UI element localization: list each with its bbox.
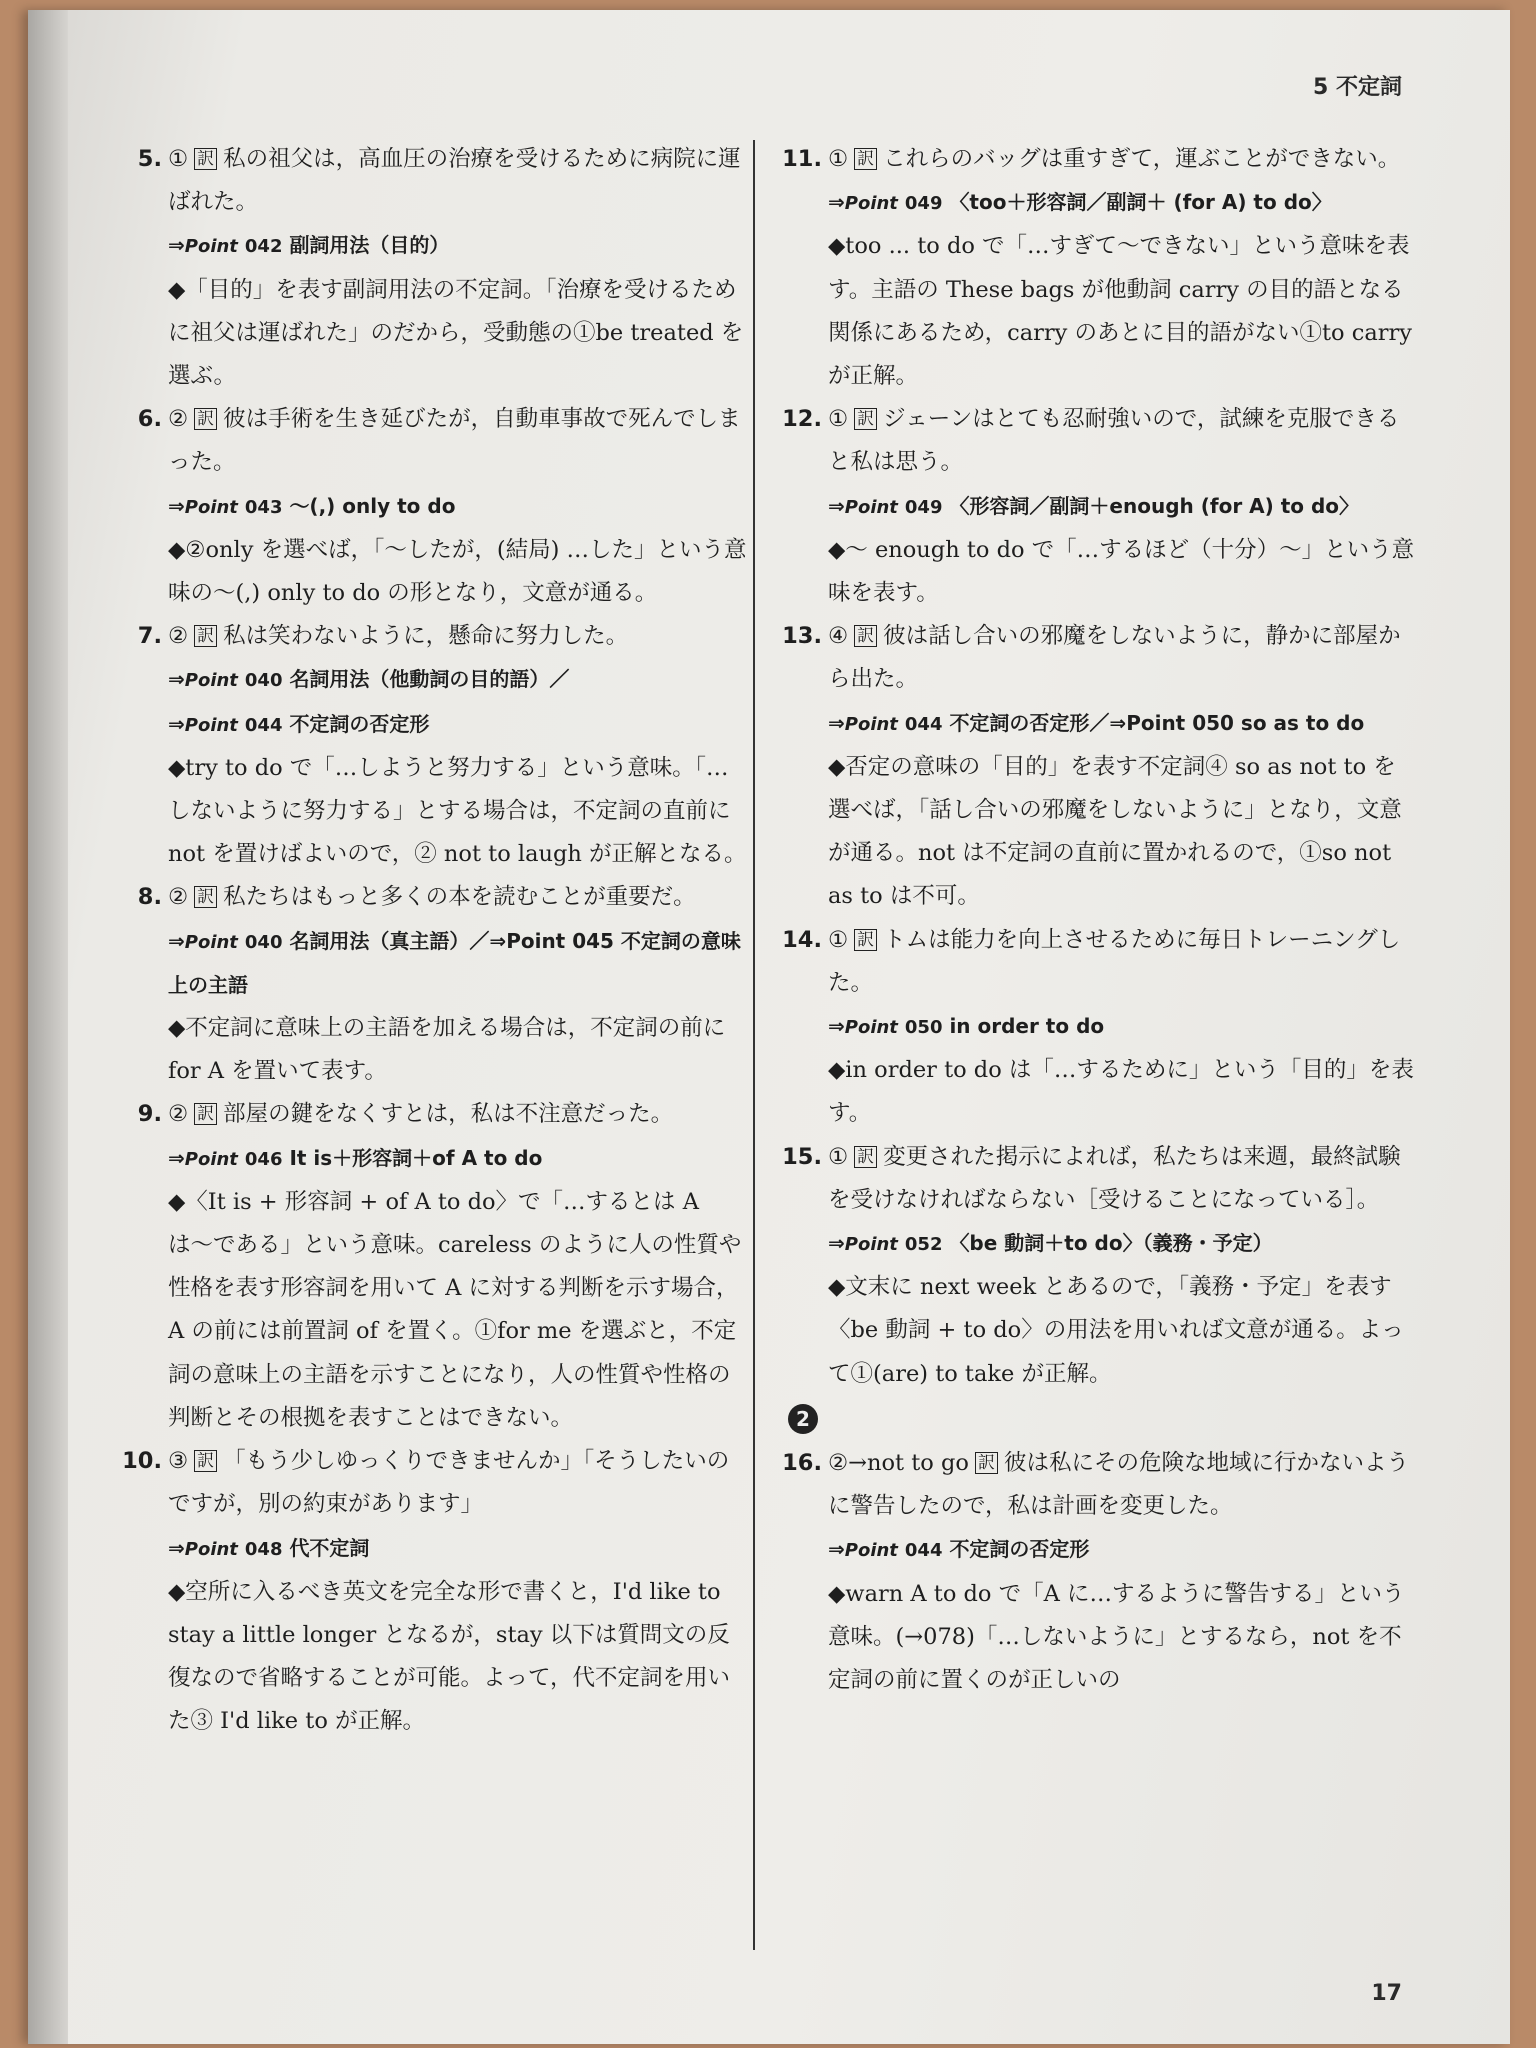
- answer-choice: ③: [168, 1448, 189, 1475]
- point-number: 042: [244, 236, 283, 258]
- point-label: 〜(,) only to do: [289, 493, 456, 518]
- question-number: 13.: [782, 623, 822, 650]
- answer-entry: [128, 615, 748, 876]
- page-number: 17: [1371, 1981, 1402, 2006]
- question-line: [828, 1442, 1418, 1528]
- grammar-point-ref: [168, 703, 748, 747]
- question-line: [168, 1093, 748, 1136]
- point-number: 044: [904, 1540, 943, 1562]
- answer-entry: [782, 138, 1418, 398]
- point-number: 046: [244, 1148, 283, 1170]
- point-word: Point: [844, 1234, 898, 1256]
- translation-label-icon: 訳: [194, 625, 217, 647]
- answer-entry: [122, 1440, 748, 1743]
- explanation-text: ◆〜 enough to do で「…するほど（十分）〜」という意味を表す。: [828, 536, 1415, 607]
- question-number: 12.: [782, 406, 822, 433]
- translation-text: 彼は話し合いの邪魔をしないように，静かに部屋から出た。: [828, 623, 1401, 693]
- grammar-point-ref: [168, 658, 748, 702]
- arrow-icon: ⇒: [168, 233, 185, 258]
- explanation-text: ◆不定詞に意味上の主語を加える場合は，不定詞の前に for A を置いて表す。: [168, 1015, 726, 1085]
- grammar-point-ref: [168, 920, 748, 1007]
- grammar-point-ref: [168, 1527, 748, 1571]
- grammar-point-ref: [168, 224, 748, 268]
- arrow-icon: ⇒: [168, 711, 185, 736]
- question-line: [828, 138, 1418, 181]
- point-number: 040: [244, 670, 283, 692]
- point-number: 049: [904, 193, 943, 215]
- point-number: 040: [244, 931, 283, 953]
- question-line: [168, 138, 748, 224]
- point-number: 048: [244, 1538, 283, 1560]
- point-number: 043: [244, 496, 283, 518]
- answer-entry: [782, 1136, 1418, 1396]
- translation-text: 彼は手術を生き延びたが，自動車事故で死んでしまった。: [168, 406, 741, 476]
- left-column: [122, 138, 748, 1744]
- translation-text: 部屋の鍵をなくすとは，私は不注意だった。: [223, 1101, 674, 1128]
- answer-choice: ④: [828, 623, 849, 650]
- translation-text: 彼は私にその危険な地域に行かないように警告したので，私は計画を変更した。: [828, 1449, 1409, 1520]
- question-number: 15.: [782, 1143, 822, 1170]
- translation-label-icon: 訳: [194, 886, 217, 908]
- point-word: Point: [184, 670, 238, 692]
- translation-text: これらのバッグは重すぎて，運ぶことができない。: [883, 146, 1401, 172]
- point-word: Point: [184, 236, 238, 258]
- point-word: Point: [184, 714, 238, 736]
- answer-choice: ①: [168, 146, 189, 172]
- question-number: 10.: [122, 1448, 162, 1475]
- answer-entry: [782, 1442, 1418, 1702]
- point-label: 〈be 動詞＋to do〉（義務・予定）: [949, 1231, 1273, 1256]
- grammar-point-ref: [828, 702, 1418, 746]
- arrow-icon: ⇒: [828, 710, 845, 735]
- translation-label-icon: 訳: [975, 1452, 998, 1474]
- point-label: 不定詞の否定形: [949, 1537, 1090, 1562]
- explanation-text: ◆「目的」を表す副詞用法の不定詞。「治療を受けるために祖父は運ばれた」のだから，受動態の①be treated を選ぶ。: [168, 276, 744, 390]
- grammar-point-ref: [828, 1528, 1418, 1572]
- translation-label-icon: 訳: [194, 408, 217, 430]
- point-label: 名詞用法（他動詞の目的語）／: [289, 667, 570, 692]
- point-number: 052: [904, 1234, 943, 1256]
- question-line: [828, 919, 1418, 1005]
- explanation-text: ◆in order to do は「…するために」という「目的」を表す。: [828, 1057, 1414, 1127]
- point-label: in order to do: [949, 1014, 1105, 1039]
- answer-choice: ①: [828, 406, 849, 433]
- explanation-text: ◆否定の意味の「目的」を表す不定詞④ so as not to を選べば，「話し合いの邪魔をしないように」となり，文意が通る。not は不定詞の直前に置かれるので，①so not as to は不可。: [828, 753, 1402, 910]
- arrow-icon: ⇒: [828, 1231, 845, 1256]
- translation-label-icon: 訳: [194, 148, 217, 170]
- point-number: 050: [904, 1017, 943, 1039]
- question-line: [168, 876, 748, 919]
- explanation-text: ◆空所に入るべき英文を完全な形で書くと，I'd like to stay a little longer となるが，stay 以下は質問文の反復なので省略することが可能。よって，代不定詞を用いた③ I'd like to が正解。: [168, 1578, 731, 1735]
- answer-choice: ①: [828, 1143, 849, 1170]
- arrow-icon: ⇒: [168, 493, 185, 518]
- answer-entry: [128, 1093, 748, 1440]
- question-number: 11.: [782, 146, 822, 172]
- point-label: 不定詞の否定形／⇒Point 050 so as to do: [949, 710, 1365, 735]
- translation-label-icon: 訳: [854, 929, 877, 951]
- point-number: 044: [244, 714, 283, 736]
- translation-label-icon: 訳: [854, 1146, 877, 1168]
- point-number: 044: [904, 713, 943, 735]
- question-line: [168, 1440, 748, 1526]
- point-word: Point: [184, 496, 238, 518]
- answer-choice: ②→not to go: [828, 1449, 969, 1476]
- grammar-point-ref: [828, 1222, 1418, 1266]
- grammar-point-ref: [168, 485, 748, 529]
- arrow-icon: ⇒: [168, 667, 185, 692]
- grammar-point-ref: [828, 1005, 1418, 1049]
- question-line: [828, 615, 1418, 701]
- point-word: Point: [844, 1017, 898, 1039]
- question-number: 9.: [137, 1101, 162, 1128]
- arrow-icon: ⇒: [828, 1537, 845, 1562]
- explanation-text: ◆文末に next week とあるので，「義務・予定」を表す〈be 動詞 + to do〉の用法を用いれば文意が通る。よって①(are) to take が正解。: [828, 1274, 1404, 1387]
- point-label: 代不定詞: [289, 1535, 370, 1560]
- grammar-point-ref: [828, 485, 1418, 529]
- point-word: Point: [844, 1540, 898, 1562]
- arrow-icon: ⇒: [828, 190, 845, 215]
- point-word: Point: [844, 496, 898, 518]
- point-label: 名詞用法（真主語）／⇒Point 045 不定詞の意味上の主語: [168, 928, 741, 997]
- answer-choice: ②: [168, 884, 189, 911]
- point-word: Point: [184, 1538, 238, 1560]
- explanation-text: ◆〈It is + 形容詞 + of A to do〉で「…するとは A は〜である」という意味。careless のように人の性質や性格を表す形容詞を用いて A に対する判断を示す場合，A の前には前置詞 of を置く。①for me を選ぶと，不定詞の意味上の主語を示すことになり，人の性質や性格の判断とその根拠を表すことはできない。: [168, 1188, 742, 1431]
- point-word: Point: [844, 713, 898, 735]
- answer-choice: ①: [828, 146, 849, 172]
- translation-text: ジェーンはとても忍耐強いので，試練を克服できると私は思う。: [828, 406, 1400, 476]
- question-line: [828, 1136, 1418, 1222]
- question-number: 14.: [782, 926, 822, 953]
- point-label: 〈形容詞／副詞＋enough (for A) to do〉: [949, 493, 1360, 518]
- explanation-text: ◆②only を選べば，「〜したが，(結局) …した」という意味の〜(,) only to do の形となり，文意が通る。: [168, 536, 747, 607]
- explanation-text: ◆try to do で「…しようと努力する」という意味。「…しないように努力する」とする場合は，不定詞の直前に not を置けばよいので，② not to laugh が正解となる。: [168, 754, 747, 868]
- point-label: 不定詞の否定形: [289, 711, 430, 736]
- translation-label-icon: 訳: [194, 1103, 217, 1125]
- arrow-icon: ⇒: [828, 1014, 845, 1039]
- question-number: 16.: [782, 1449, 822, 1476]
- running-head: 5 不定詞: [1313, 75, 1402, 100]
- arrow-icon: ⇒: [828, 493, 845, 518]
- translation-label-icon: 訳: [854, 148, 877, 170]
- question-number: 5.: [137, 146, 162, 172]
- arrow-icon: ⇒: [168, 1145, 185, 1170]
- question-number: 7.: [137, 623, 162, 650]
- translation-text: 変更された掲示によれば，私たちは来週，最終試験を受けなければならない［受けることになっている］。: [828, 1143, 1401, 1213]
- grammar-point-ref: [168, 1137, 748, 1181]
- answer-entry: [782, 615, 1418, 918]
- answer-entry: [128, 876, 748, 1093]
- translation-label-icon: 訳: [854, 408, 877, 430]
- arrow-icon: ⇒: [168, 1535, 185, 1560]
- answer-choice: ②: [168, 406, 189, 433]
- point-label: It is＋形容詞＋of A to do: [289, 1145, 543, 1170]
- translation-label-icon: 訳: [194, 1450, 217, 1472]
- question-number: 8.: [137, 884, 162, 911]
- right-column: [782, 138, 1418, 1702]
- translation-text: 「もう少しゆっくりできませんか」「そうしたいのですが，別の約束があります」: [168, 1448, 730, 1518]
- point-word: Point: [844, 193, 898, 215]
- column-divider: [753, 140, 755, 1950]
- section-marker: [788, 1396, 1418, 1442]
- point-label: 副詞用法（目的）: [289, 233, 450, 258]
- grammar-point-ref: [828, 181, 1418, 225]
- explanation-text: ◆warn A to do で「A に…するように警告する」という意味。(→078)「…しないように」とするなら，not を不定詞の前に置くのが正しいの: [828, 1580, 1405, 1693]
- point-label: 〈too＋形容詞／副詞＋ (for A) to do〉: [949, 190, 1332, 215]
- translation-text: 私たちはもっと多くの本を読むことが重要だ。: [223, 884, 696, 911]
- point-number: 049: [904, 496, 943, 518]
- answer-entry: [128, 138, 748, 398]
- question-line: [168, 398, 748, 484]
- answer-entry: [782, 919, 1418, 1136]
- arrow-icon: ⇒: [168, 928, 185, 953]
- point-word: Point: [184, 931, 238, 953]
- translation-text: 私は笑わないように，懸命に努力した。: [223, 623, 629, 650]
- translation-text: 私の祖父は，高血圧の治療を受けるために病院に運ばれた。: [168, 146, 741, 216]
- point-word: Point: [184, 1148, 238, 1170]
- book-spine-shadow: [28, 10, 68, 2044]
- answer-choice: ②: [168, 623, 189, 650]
- answer-choice: ①: [828, 926, 849, 953]
- question-line: [168, 615, 748, 658]
- answer-choice: ②: [168, 1101, 189, 1128]
- book-page: [28, 10, 1510, 2044]
- question-number: 6.: [137, 406, 162, 433]
- translation-label-icon: 訳: [854, 625, 877, 647]
- question-line: [828, 398, 1418, 484]
- section-number-badge: 2: [788, 1404, 818, 1434]
- answer-entry: [128, 398, 748, 615]
- answer-entry: [782, 398, 1418, 615]
- explanation-text: ◆too ... to do で「…すぎて〜できない」という意味を表す。主語の These bags が他動詞 carry の目的語となる関係にあるため，carry のあとに目的語がない①to carry が正解。: [828, 233, 1412, 390]
- translation-text: トムは能力を向上させるために毎日トレーニングした。: [828, 926, 1401, 996]
